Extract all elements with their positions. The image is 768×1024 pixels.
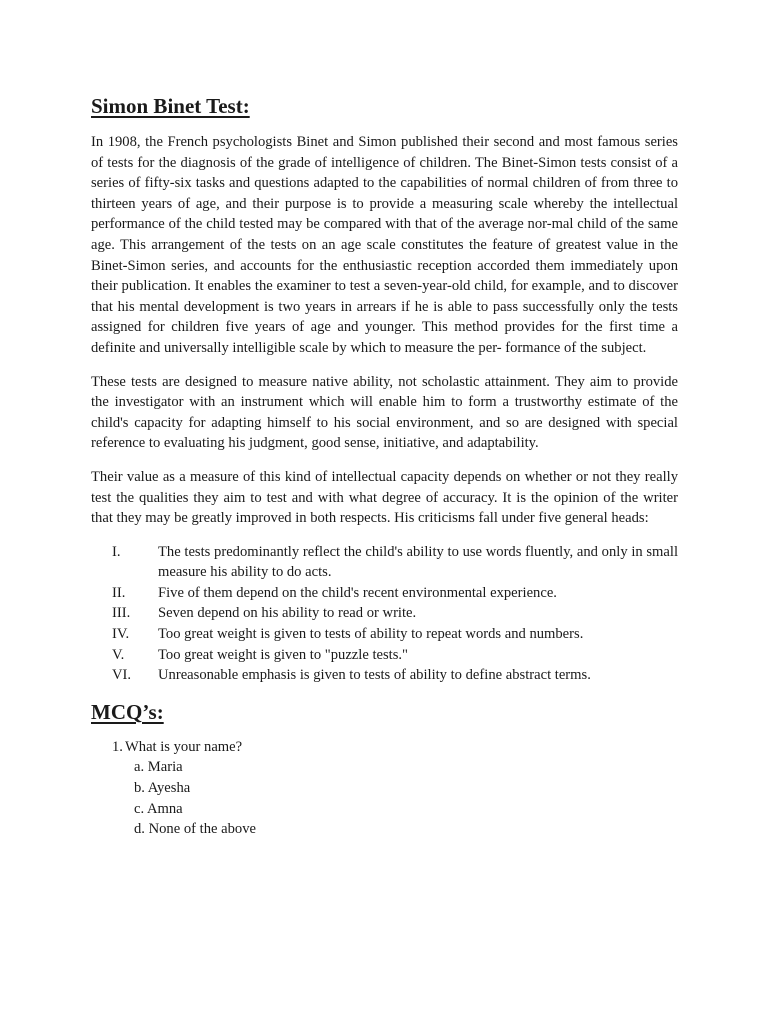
criticism-item <box>91 665 678 686</box>
criticism-text: Too great weight is given to "puzzle tests." <box>158 646 409 663</box>
question-text: What is your name? <box>125 738 243 755</box>
paragraph-purpose: These tests are designed to measure native ability, not scholastic attainment. They aim to provide the investigator with an instrument which will enable him to form a trustworthy estimate of the child's capacity for adapting himself to his social environment, and so are designed with special reference to evaluating his judgment, good sense, initiative, and adaptability. <box>91 373 678 452</box>
question-number: 1. <box>112 738 123 755</box>
criticism-text: Five of them depend on the child's recent environmental experience. <box>158 584 557 601</box>
criticism-number: IV. <box>112 626 130 643</box>
criticisms-list <box>91 542 678 686</box>
paragraph-criticism-intro: Their value as a measure of this kind of intellectual capacity depends on whether or not they really test the qualities they aim to test and with what degree of accuracy. It is the opinion of the writer that they may be greatly improved in both respects. His criticisms fall under five general heads: <box>91 468 678 527</box>
criticism-item <box>91 583 678 604</box>
mcq-option: a. Maria <box>134 759 183 776</box>
criticism-item <box>91 645 678 666</box>
mcq-heading: MCQ’s: <box>91 699 164 724</box>
criticism-number: I. <box>112 543 121 560</box>
criticism-text: The tests predominantly reflect the child's ability to use words fluently, and only in small measure his ability to do acts. <box>158 543 678 581</box>
criticism-text: Unreasonable emphasis is given to tests of ability to define abstract terms. <box>158 667 591 684</box>
mcq-options <box>91 757 678 839</box>
criticism-text: Seven depend on his ability to read or write. <box>158 605 417 622</box>
criticism-number: V. <box>112 646 125 663</box>
mcq-option: c. Amna <box>134 800 183 817</box>
mcq-question <box>91 737 678 758</box>
mcq-option: b. Ayesha <box>134 780 191 797</box>
criticism-item <box>91 603 678 624</box>
criticism-number: III. <box>112 605 131 622</box>
document-title: Simon Binet Test: <box>91 94 250 118</box>
mcq-option: d. None of the above <box>134 821 256 838</box>
criticism-number: VI. <box>112 667 132 684</box>
criticism-item <box>91 542 678 583</box>
criticism-number: II. <box>112 584 126 601</box>
criticism-text: Too great weight is given to tests of ability to repeat words and numbers. <box>158 626 584 643</box>
criticism-item <box>91 624 678 645</box>
paragraph-intro: In 1908, the French psychologists Binet and Simon published their second and most famous series of tests for the diagnosis of the grade of intelligence of children. The Binet-Simon tests consist of a series of fifty-six tasks and questions adapted to the capabilities of normal children of from three to thirteen years of age, and their purpose is to provide a measuring scale whereby the intellectual performance of the child tested may be compared with that of the average nor-mal child of the same age. This arrangement of the tests on an age scale constitutes the feature of greatest value in the Binet-Simon series, and accounts for the enthusiastic reception accorded them immediately upon their publication. It enables the examiner to test a seven-year-old child, for example, and to discover that his mental development is two years in arrears if he is able to pass successfully only the tests assigned for children five years of age and younger. This method provides for the first time a definite and universally intelligible scale by which to measure the per- formance of the subject. <box>91 134 678 356</box>
